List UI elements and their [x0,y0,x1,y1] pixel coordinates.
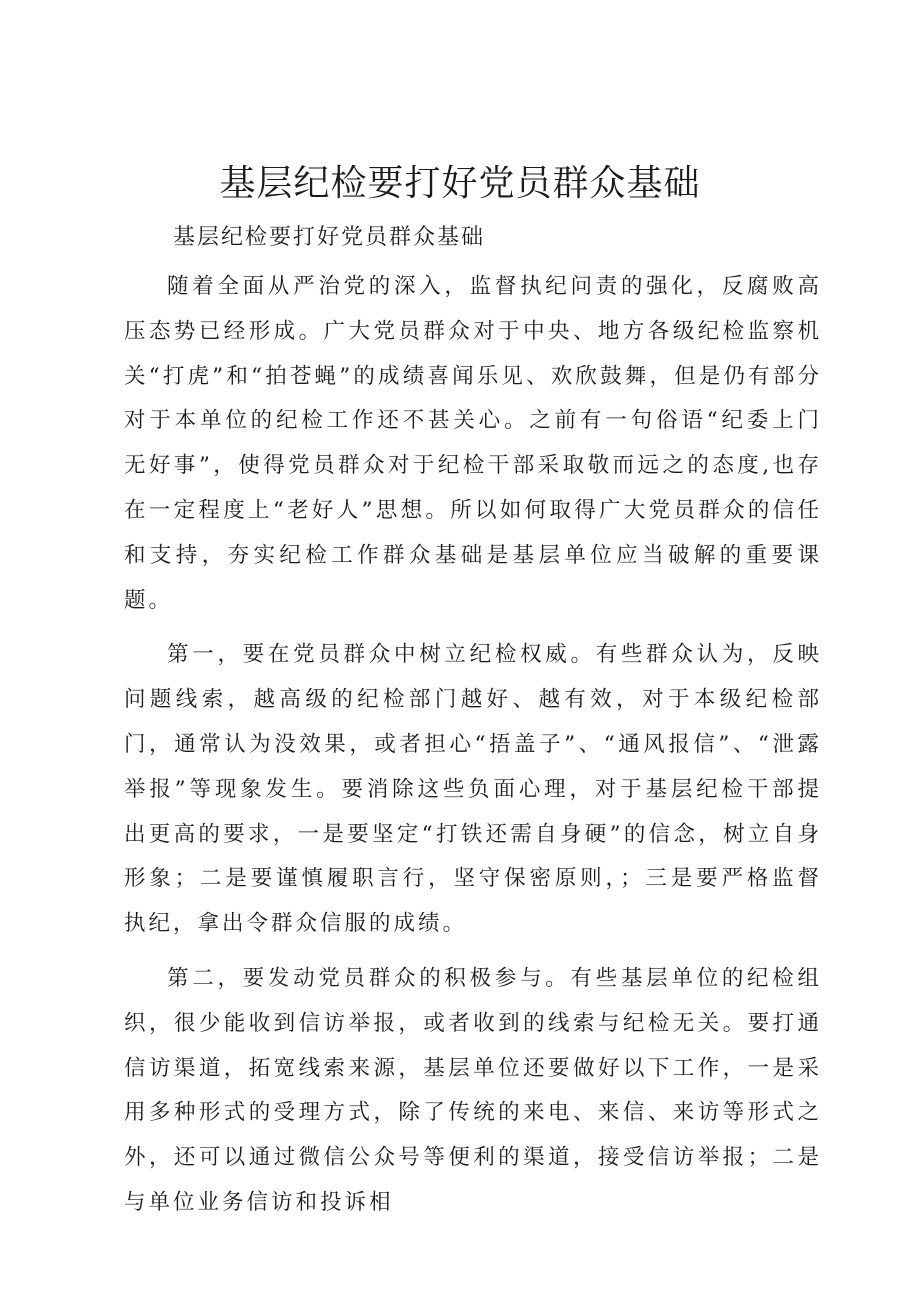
document-body [124,265,822,1236]
paragraph-intro: 随着全面从严治党的深入，监督执纪问责的强化，反腐败高压态势已经形成。广大党员群众对于中央、地方各级纪检监察机关“打虎”和“拍苍蝇”的成绩喜闻乐见、欢欣鼓舞，但是仍有部分对于本单位的纪检工作还不甚关心。之前有一句俗语“纪委上门无好事”，使得党员群众对于纪检干部采取敬而远之的态度,也存在一定程度上“老好人”思想。所以如何取得广大党员群众的信任和支持，夯实纪检工作群众基础是基层单位应当破解的重要课题。 [124,274,822,613]
paragraph-second-point: 第二，要发动党员群众的积极参与。有些基层单位的纪检组织，很少能收到信访举报，或者收到的线索与纪检无关。要打通信访渠道，拓宽线索来源，基层单位还要做好以下工作，一是采用多种形式的受理方式，除了传统的来电、来信、来访等形式之外，还可以通过微信公众号等便利的渠道，接受信访举报；二是与单位业务信访和投诉相 [124,965,822,1215]
document-title: 基层纪检要打好党员群众基础 [219,163,701,204]
paragraph-first-point: 第一，要在党员群众中树立纪检权威。有些群众认为，反映问题线索，越高级的纪检部门越好、越有效，对于本级纪检部门，通常认为没效果，或者担心“捂盖子”、“通风报信”、“泄露举报”等现象发生。要消除这些负面心理，对于基层纪检干部提出更高的要求，一是要坚定“打铁还需自身硬”的信念，树立自身形象；二是要谨慎履职言行，坚守保密原则，；三是要严格监督执纪，拿出令群众信服的成绩。 [124,642,822,937]
document-subtitle: 基层纪检要打好党员群众基础 [173,225,486,250]
